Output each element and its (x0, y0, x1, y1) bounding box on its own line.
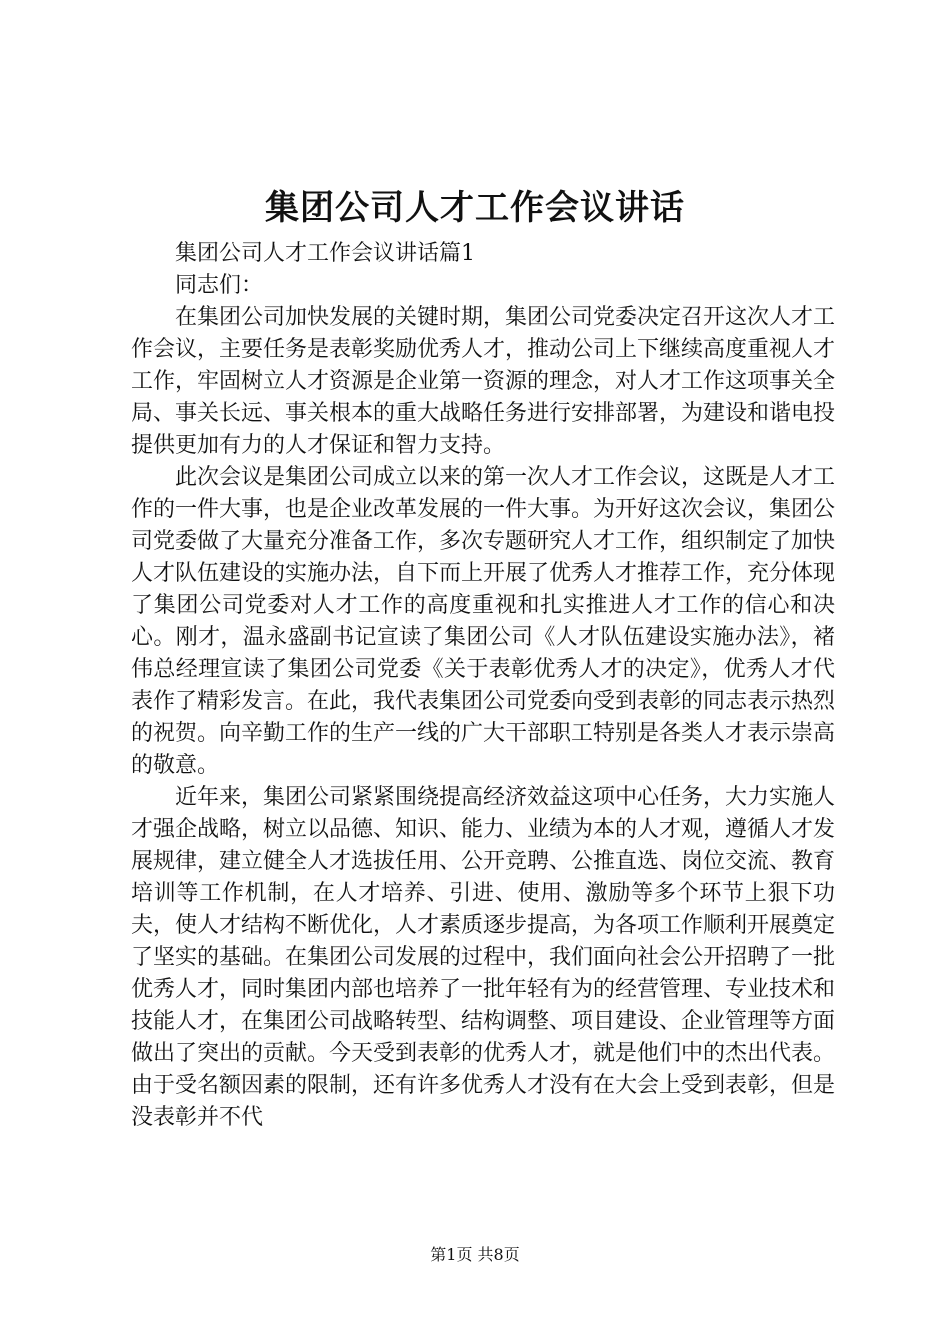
document-body (131, 238, 835, 1134)
paragraph-2: 此次会议是集团公司成立以来的第一次人才工作会议，这既是人才工作的一件大事，也是企业改革发展的一件大事。为开好这次会议，集团公司党委做了大量充分准备工作，多次专题研究人才工作，组织制定了加快人才队伍建设的实施办法，自下而上开展了优秀人才推荐工作，充分体现了集团公司党委对人才工作的高度重视和扎实推进人才工作的信心和决心。刚才，温永盛副书记宣读了集团公司《人才队伍建设实施办法》，褚伟总经理宣读了集团公司党委《关于表彰优秀人才的决定》，优秀人才代表作了精彩发言。在此，我代表集团公司党委向受到表彰的同志表示热烈的祝贺。向辛勤工作的生产一线的广大干部职工特别是各类人才表示崇高的敬意。 (131, 465, 836, 778)
salutation: 同志们： (175, 273, 264, 298)
paragraph-1: 在集团公司加快发展的关键时期，集团公司党委决定召开这次人才工作会议，主要任务是表彰奖励优秀人才，推动公司上下继续高度重视人才工作，牢固树立人才资源是企业第一资源的理念，对人才工作这项事关全局、事关长远、事关根本的重大战略任务进行安排部署，为建设和谐电投提供更加有力的人才保证和智力支持。 (131, 305, 836, 458)
document-subtitle: 集团公司人才工作会议讲话篇1 (175, 241, 475, 266)
document-title: 集团公司人才工作会议讲话 (265, 188, 685, 228)
paragraph-3: 近年来，集团公司紧紧围绕提高经济效益这项中心任务，大力实施人才强企战略，树立以品德、知识、能力、业绩为本的人才观，遵循人才发展规律，建立健全人才选拔任用、公开竞聘、公推直选、岗位交流、教育培训等工作机制，在人才培养、引进、使用、激励等多个环节上狠下功夫，使人才结构不断优化，人才素质逐步提高，为各项工作顺利开展奠定了坚实的基础。在集团公司发展的过程中，我们面向社会公开招聘了一批优秀人才，同时集团内部也培养了一批年轻有为的经营管理、专业技术和技能人才，在集团公司战略转型、结构调整、项目建设、企业管理等方面做出了突出的贡献。今天受到表彰的优秀人才，就是他们中的杰出代表。由于受名额因素的限制，还有许多优秀人才没有在大会上受到表彰，但是没表彰并不代 (131, 785, 836, 1130)
page-footer: 第1页 共8页 (430, 1245, 520, 1264)
